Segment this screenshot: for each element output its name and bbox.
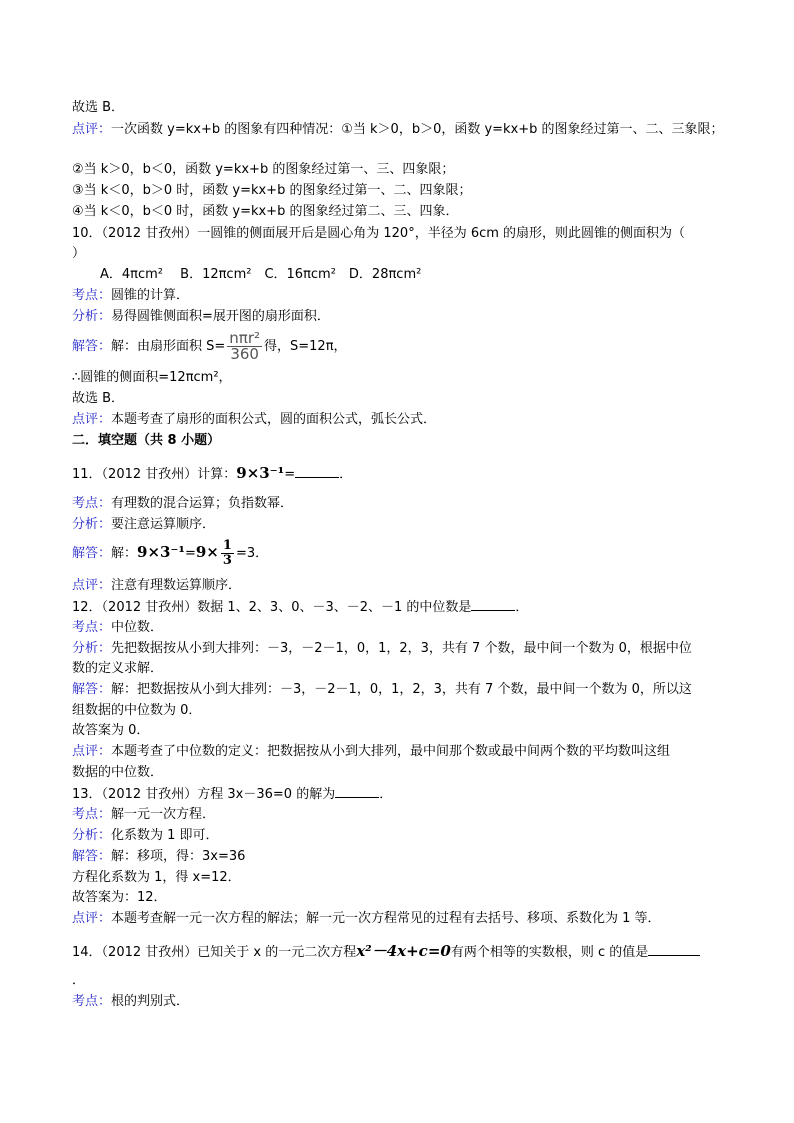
fenxi-line (72, 640, 692, 657)
kaodian-text: 有理数的混合运算；负指数幂． (111, 496, 294, 511)
question-end: ． (339, 467, 353, 482)
question-text: 13．（2012 甘孜州）方程 3x－36=0 的解为 (72, 787, 336, 802)
kaodian-line (72, 287, 189, 304)
sector-area-fraction (227, 331, 262, 362)
question-text-post: 有两个相等的实数根，则 c 的值是 (450, 945, 649, 960)
jieda-line (72, 848, 245, 865)
comment-tag: 点评： (72, 122, 112, 137)
kaodian-tag: 考点： (72, 496, 112, 511)
kaodian-line (72, 806, 215, 823)
jieda-text: 解：移项，得：3x=36 (111, 849, 246, 864)
kaodian-line (72, 495, 293, 512)
fenxi-tag: 分析： (72, 309, 112, 324)
question-text: 14．（2012 甘孜州）已知关于 x 的一元二次方程 (72, 945, 357, 960)
question-end: ． (379, 787, 393, 802)
jieda-tag: 解答： (72, 339, 112, 354)
kaodian-tag: 考点： (72, 807, 112, 822)
dianping-text: 注意有理数运算顺序． (111, 578, 242, 593)
dianping-text: 本题考查了中位数的定义：把数据按从小到大排列，最中间那个数或最中间两个数的平均数叫这组 (111, 744, 671, 759)
kaodian-line (72, 619, 163, 636)
dianping-tag: 点评： (72, 578, 112, 593)
jieda-line (72, 681, 692, 698)
text-line: 数据的中位数． (72, 765, 164, 780)
math-expression: x²－4x+c=0 (356, 942, 451, 960)
dianping-text: 本题考查解一元一次方程的解法；解一元一次方程常见的过程有去括号、移项、系数化为 1 等． (111, 911, 661, 926)
question-14 (72, 943, 700, 961)
kaodian-line (72, 993, 189, 1010)
fenxi-text: 易得圆锥侧面积=展开图的扇形面积． (111, 309, 330, 324)
kaodian-tag: 考点： (72, 620, 112, 635)
comment-line (72, 121, 724, 138)
fenxi-line (72, 308, 330, 325)
question-12 (72, 598, 528, 616)
text-line: 故选 B． (72, 100, 125, 115)
equals-sign: = (284, 467, 296, 482)
text-line: ②当 k＞0，b＜0，函数 y=kx+b 的图象经过第一、三、四象限； (72, 162, 455, 177)
text-line: ④当 k＜0，b＜0 时，函数 y=kx+b 的图象经过第二、三、四象． (72, 204, 459, 219)
math-expression: 9× (195, 543, 219, 561)
jieda-tag: 解答： (72, 546, 112, 561)
dianping-line (72, 743, 670, 760)
answer-blank (471, 598, 515, 611)
answer-blank (295, 465, 339, 478)
section-heading: 二．填空题（共 8 小题） (72, 433, 221, 448)
one-third-fraction (221, 539, 234, 568)
dianping-tag: 点评： (72, 911, 112, 926)
kaodian-text: 解一元一次方程． (111, 807, 216, 822)
question-13 (72, 785, 392, 803)
dianping-line (72, 577, 241, 594)
question-text: 11．（2012 甘孜州）计算： (72, 467, 237, 482)
answer-blank (648, 943, 700, 956)
dianping-tag: 点评： (72, 412, 112, 427)
kaodian-tag: 考点： (72, 288, 112, 303)
jieda-line (72, 536, 268, 570)
math-expression: 9×3⁻¹ (236, 464, 285, 482)
text-line: 故选 B． (72, 391, 125, 406)
question-10: 10．（2012 甘孜州）一圆锥的侧面展开后是圆心角为 120°，半径为 6cm 的扇形，则此圆锥的侧面积为（ (72, 226, 686, 241)
answer-blank (335, 785, 379, 798)
jieda-tag: 解答： (72, 682, 112, 697)
jieda-text: 解： (111, 546, 138, 561)
fenxi-tag: 分析： (72, 828, 112, 843)
text-line: 组数据的中位数为 0． (72, 703, 202, 718)
jieda-text: 解：把数据按从小到大排列：－3，－2－1，0，1，2，3，共有 7 个数，最中间一个数为 0，所以这 (111, 682, 692, 697)
jieda-text: 解：由扇形面积 S= (111, 339, 226, 354)
text-line: ③当 k＜0，b＞0 时，函数 y=kx+b 的图象经过第一、二、四象限； (72, 183, 472, 198)
kaodian-tag: 考点： (72, 994, 112, 1009)
fenxi-line (72, 516, 215, 533)
question-end: ． (515, 600, 529, 615)
kaodian-text: 根的判别式． (111, 994, 190, 1009)
text-line: 数的定义求解． (72, 661, 164, 676)
question-10-cont: ） (72, 246, 86, 261)
fenxi-line (72, 827, 219, 844)
text-line: ∴圆锥的侧面积=12πcm²， (72, 370, 232, 385)
kaodian-text: 圆锥的计算． (111, 288, 190, 303)
dianping-text: 本题考查了扇形的面积公式，圆的面积公式，弧长公式． (111, 412, 437, 427)
fenxi-text: 先把数据按从小到大排列：－3，－2－1，0，1，2，3，共有 7 个数，最中间一个数为 0，根据中位 (111, 641, 692, 656)
text-line: 故答案为 0． (72, 723, 150, 738)
equals-sign: = (184, 546, 196, 561)
question-end: ． (72, 973, 86, 988)
fraction-numerator: 1 (222, 538, 232, 553)
fenxi-tag: 分析： (72, 517, 112, 532)
jieda-tag: 解答： (72, 849, 112, 864)
question-10-options: A．4πcm² B．12πcm² C．16πcm² D．28πcm² (100, 267, 422, 282)
dianping-line (72, 910, 661, 927)
fraction-numerator: nπr² (229, 329, 261, 347)
text-line: 故答案为：12． (72, 890, 167, 905)
jieda-text-post: =3． (235, 546, 269, 561)
question-11 (72, 465, 352, 483)
fenxi-tag: 分析： (72, 641, 112, 656)
fraction-denominator: 3 (222, 553, 232, 568)
fraction-denominator: 360 (230, 345, 259, 363)
math-expression: 9×3⁻¹ (137, 543, 185, 561)
text-line: 方程化系数为 1，得 x=12． (72, 870, 241, 885)
jieda-line (72, 330, 347, 364)
question-text: 12．（2012 甘孜州）数据 1、2、3、0、－3、－2、－1 的中位数是 (72, 600, 472, 615)
dianping-tag: 点评： (72, 744, 112, 759)
jieda-text-post: 得，S=12π， (264, 339, 347, 354)
kaodian-text: 中位数． (111, 620, 164, 635)
fenxi-text: 要注意运算顺序． (111, 517, 216, 532)
comment-text: 一次函数 y=kx+b 的图象有四种情况：①当 k＞0，b＞0，函数 y=kx+b 的图象经过第一、二、三象限； (111, 122, 724, 137)
dianping-line (72, 411, 436, 428)
fenxi-text: 化系数为 1 即可． (111, 828, 219, 843)
